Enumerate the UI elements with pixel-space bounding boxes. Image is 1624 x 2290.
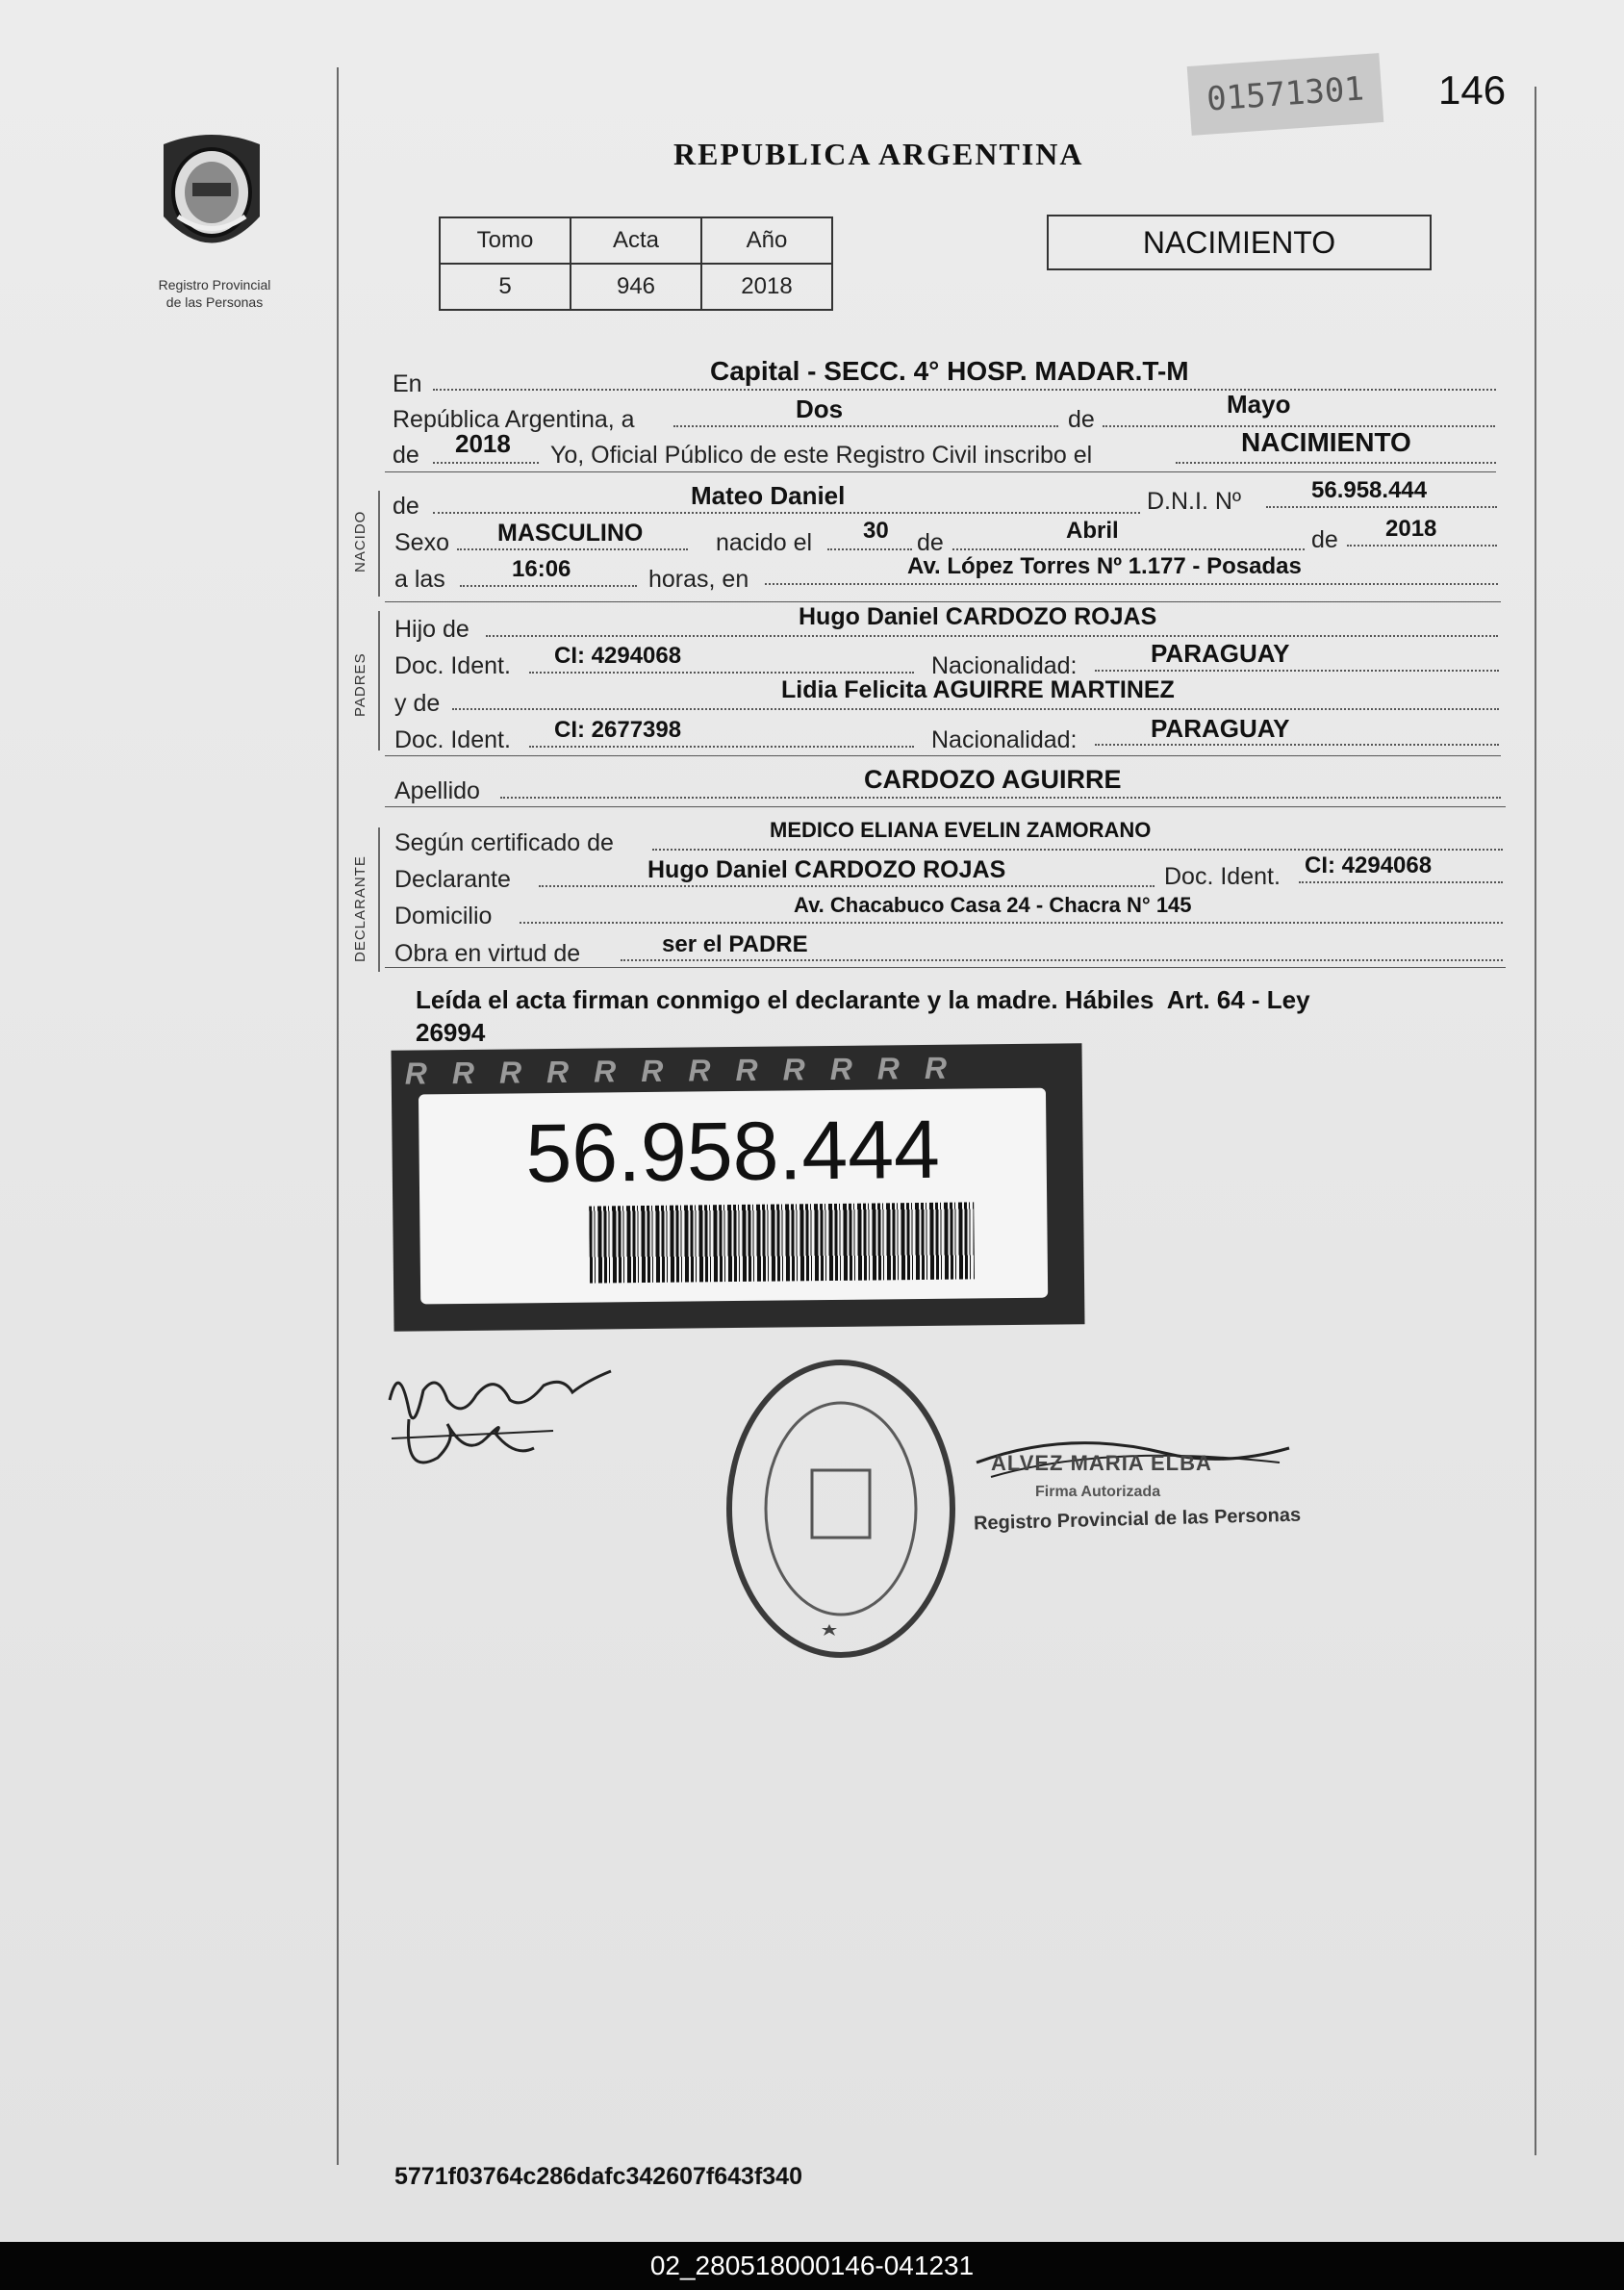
province-seal-logo <box>140 125 284 269</box>
sticker-inner-panel <box>419 1088 1048 1305</box>
nacido-mes-dots <box>952 548 1305 550</box>
dni-dots <box>1266 506 1497 508</box>
de3-label: de <box>393 493 419 520</box>
mes-value: Mayo <box>1227 390 1291 419</box>
section-label-padres: PADRES <box>352 652 368 717</box>
hijo-label: Hijo de <box>394 616 469 643</box>
hora-dots <box>460 585 637 587</box>
dia-dots <box>673 425 1058 427</box>
divider-nacido <box>378 491 380 597</box>
alas-label: a las <box>394 566 445 593</box>
padre-nac: PARAGUAY <box>1151 639 1290 668</box>
madre-doc-dots <box>529 746 914 748</box>
official-role: Firma Autorizada <box>1035 1484 1161 1500</box>
right-margin-line <box>1535 87 1536 2155</box>
table-value-anio: 2018 <box>701 264 832 310</box>
sticker-pattern-letter: R <box>641 1053 664 1089</box>
nombre-value: Mateo Daniel <box>691 481 846 510</box>
sticker-pattern-letter: R <box>876 1051 901 1086</box>
rule-after-nacido <box>385 601 1501 602</box>
declarant-signature-icon <box>380 1342 649 1487</box>
obra-label: Obra en virtud de <box>394 940 581 967</box>
hora-value: 16:06 <box>512 556 571 582</box>
sticker-pattern-letter: R <box>404 1056 428 1091</box>
inscribo-dots <box>1176 462 1496 464</box>
official-office: Registro Provincial de las Personas <box>973 1504 1302 1535</box>
docident-label: Doc. Ident. <box>394 652 511 679</box>
obra-value: ser el PADRE <box>662 931 808 957</box>
de5-label: de <box>1311 526 1338 553</box>
de-label: de <box>1068 406 1095 433</box>
sticker-pattern-letter: R <box>782 1052 805 1087</box>
nombre-dots <box>433 512 1140 514</box>
table-header-acta: Acta <box>571 217 701 264</box>
domicilio-label: Domicilio <box>394 903 493 929</box>
padre-dots <box>486 635 1498 637</box>
logo-caption-line1: Registro Provincial <box>158 277 271 293</box>
official-round-seal <box>723 1355 959 1663</box>
divider-padres <box>378 611 380 751</box>
serial-stamp <box>1187 53 1384 136</box>
apellido-label: Apellido <box>394 777 480 804</box>
sticker-pattern-letter: R <box>451 1055 475 1091</box>
nacido-dia-dots <box>827 548 912 550</box>
madre-value: Lidia Felicita AGUIRRE MARTINEZ <box>781 676 1175 703</box>
en-value: Capital - SECC. 4° HOSP. MADAR.T-M <box>710 356 1189 386</box>
dni-label: D.N.I. Nº <box>1147 488 1242 515</box>
sexo-value: MASCULINO <box>497 520 644 547</box>
official-name: ALVEZ MARIA ELBA <box>991 1451 1212 1475</box>
domicilio-value: Av. Chacabuco Casa 24 - Chacra N° 145 <box>794 893 1192 917</box>
nacionalidad-label: Nacionalidad: <box>931 652 1078 679</box>
note-line2: 26994 <box>416 1018 486 1047</box>
logo-caption-line2: de las Personas <box>165 294 264 310</box>
anio-value: 2018 <box>455 429 511 458</box>
table-value-tomo: 5 <box>440 264 571 310</box>
domicilio-dots <box>520 922 1503 924</box>
act-type-box <box>1047 215 1432 270</box>
sticker-dni-number: 56.958.444 <box>524 1103 941 1201</box>
sticker-pattern-letter: R <box>735 1052 758 1088</box>
sticker-pattern-letter: R <box>688 1053 711 1088</box>
declarante-doc: CI: 4294068 <box>1305 852 1433 878</box>
table-header-tomo: Tomo <box>440 217 571 264</box>
left-margin-line <box>337 67 339 2165</box>
lugar-value: Av. López Torres Nº 1.177 - Posadas <box>907 553 1302 579</box>
dia-value: Dos <box>796 394 844 423</box>
nacido-anio: 2018 <box>1385 516 1437 542</box>
nacionalidad2-label: Nacionalidad: <box>931 726 1078 753</box>
declarante-value: Hugo Daniel CARDOZO ROJAS <box>647 856 1006 883</box>
nacido-anio-dots <box>1347 545 1497 547</box>
horas-label: horas, en <box>648 566 749 593</box>
de4-label: de <box>917 529 944 556</box>
footer-file-id: 02_280518000146-041231 <box>649 2251 975 2280</box>
sticker-pattern-letter: R <box>593 1054 617 1089</box>
dni-sticker <box>391 1043 1084 1332</box>
madre-nac-dots <box>1095 744 1499 746</box>
serial-stamp-number: 01571301 <box>1205 69 1366 119</box>
madre-dots <box>452 708 1499 710</box>
sexo-label: Sexo <box>394 529 449 556</box>
docident2-label: Doc. Ident. <box>394 726 511 753</box>
nacido-mes: Abril <box>1066 518 1119 544</box>
table-header-anio: Año <box>701 217 832 264</box>
act-type-label: NACIMIENTO <box>1142 225 1336 260</box>
divider-declarante <box>378 827 380 972</box>
note-line1: Leída el acta firman conmigo el declarante y la madre. Hábiles Art. 64 - Ley <box>416 985 1310 1014</box>
docident3-label: Doc. Ident. <box>1164 863 1281 890</box>
rule-after-en <box>385 471 1496 472</box>
yde-label: y de <box>394 690 441 717</box>
page-number: 146 <box>1438 67 1507 113</box>
sticker-pattern-letter: R <box>498 1055 522 1090</box>
declarante-dots <box>539 885 1155 887</box>
padre-nac-dots <box>1095 670 1499 672</box>
sticker-pattern-letter: R <box>829 1051 852 1086</box>
madre-doc: CI: 2677398 <box>554 717 682 743</box>
segun-value: MEDICO ELIANA EVELIN ZAMORANO <box>770 818 1152 842</box>
nacido-label: nacido el <box>716 529 813 556</box>
sticker-pattern-letter: R <box>924 1050 948 1085</box>
apellido-dots <box>500 797 1501 799</box>
sticker-pattern-letter: R <box>546 1054 570 1090</box>
lugar-dots <box>765 583 1498 585</box>
dni-value: 56.958.444 <box>1311 477 1428 503</box>
republica-label: República Argentina, a <box>393 406 635 433</box>
en-label: En <box>393 370 422 397</box>
oficial-text: Yo, Oficial Público de este Registro Civil inscribo el <box>550 442 1093 469</box>
anio-dots <box>433 462 539 464</box>
rule-after-apellido <box>385 806 1506 807</box>
sexo-dots <box>457 548 688 550</box>
declarante-label: Declarante <box>394 866 511 893</box>
barcode-icon <box>589 1202 975 1283</box>
declarante-doc-dots <box>1299 881 1503 883</box>
obra-dots <box>621 959 1503 961</box>
inscribo-value: NACIMIENTO <box>1241 427 1411 457</box>
segun-dots <box>652 849 1503 851</box>
de2-label: de <box>393 442 419 469</box>
section-label-nacido: NACIDO <box>352 510 368 572</box>
nacido-dia: 30 <box>863 518 889 544</box>
apellido-value: CARDOZO AGUIRRE <box>864 765 1122 794</box>
padre-doc-dots <box>529 672 914 674</box>
rule-after-padres <box>385 755 1501 756</box>
padre-value: Hugo Daniel CARDOZO ROJAS <box>799 603 1157 630</box>
en-dots <box>433 389 1496 391</box>
madre-nac: PARAGUAY <box>1151 714 1290 743</box>
segun-label: Según certificado de <box>394 829 614 856</box>
table-value-acta: 946 <box>571 264 701 310</box>
padre-doc: CI: 4294068 <box>554 643 682 669</box>
register-table <box>439 216 833 311</box>
section-label-declarante: DECLARANTE <box>352 855 368 962</box>
document-hash: 5771f03764c286dafc342607f643f340 <box>394 2163 802 2190</box>
country-title: REPUBLICA ARGENTINA <box>673 137 1084 171</box>
footer-file-id-bar <box>0 2242 1624 2290</box>
